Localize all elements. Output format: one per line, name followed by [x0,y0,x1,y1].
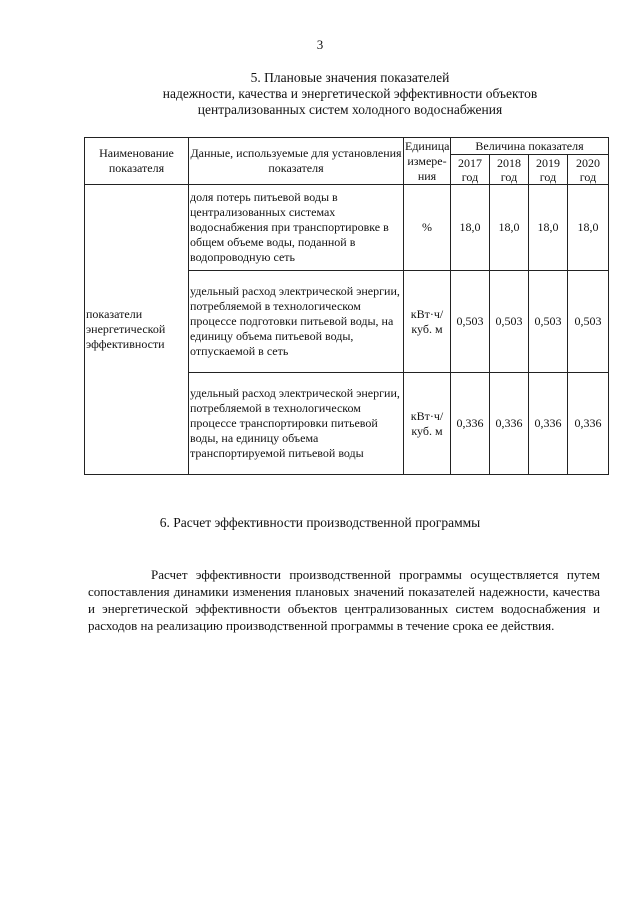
page-number: 3 [316,37,324,52]
table-row [85,185,609,271]
indicators-table [84,137,609,475]
row-value: 0,503 [451,271,490,373]
section-6-title: 6. Расчет эффективности производственной программы [159,515,481,530]
row-description: удельный расход электрической энергии, потребляемой в технологическом процессе транспортировки питьевой воды, на единицу объема транспортируемой питьевой воды [189,373,404,475]
row-value: 0,503 [568,271,609,373]
header-name: Наименование показателя [85,138,189,185]
section-5-title-line: 5. Плановые значения показателей [250,70,450,85]
row-value: 18,0 [490,185,529,271]
header-year: 2019 год [529,155,568,185]
row-value: 0,336 [529,373,568,475]
row-value: 18,0 [568,185,609,271]
row-value: 18,0 [451,185,490,271]
row-unit: кВт·ч/ куб. м [404,271,451,373]
section-5-title-line: надежности, качества и энергетической эффективности объектов [162,86,538,101]
section-5-title [60,70,640,118]
header-year: 2017 год [451,155,490,185]
group-label: показатели энергетической эффективности [85,185,189,475]
header-value-group: Величина показателя [451,138,609,155]
header-unit: Единица измере-ния [405,138,450,183]
section-5-title-line: централизованных систем холодного водоснабжения [197,102,503,117]
header-year: 2018 год [490,155,529,185]
section-6-paragraph: Расчет эффективности производственной программы осуществляется путем сопоставления динамики изменения плановых значений показателей надежности, качества и энергетической эффективности объектов централизованных систем водоснабжения и расходов на реализацию производственной программы в течение срока ее действия. [88,567,600,633]
row-value: 0,503 [490,271,529,373]
row-value: 0,336 [568,373,609,475]
row-unit: кВт·ч/ куб. м [404,373,451,475]
header-year: 2020 год [568,155,609,185]
row-unit: % [404,185,451,271]
row-description: удельный расход электрической энергии, потребляемой в технологическом процессе подготовки питьевой воды, на единицу объема питьевой воды, отпускаемой в сеть [189,271,404,373]
row-value: 18,0 [529,185,568,271]
header-data: Данные, используемые для установления показателя [189,138,404,185]
row-value: 0,336 [451,373,490,475]
row-description: доля потерь питьевой воды в централизованных системах водоснабжения при транспортировке в общем объеме воды, поданной в водопроводную сеть [189,185,404,271]
row-value: 0,336 [490,373,529,475]
row-value: 0,503 [529,271,568,373]
